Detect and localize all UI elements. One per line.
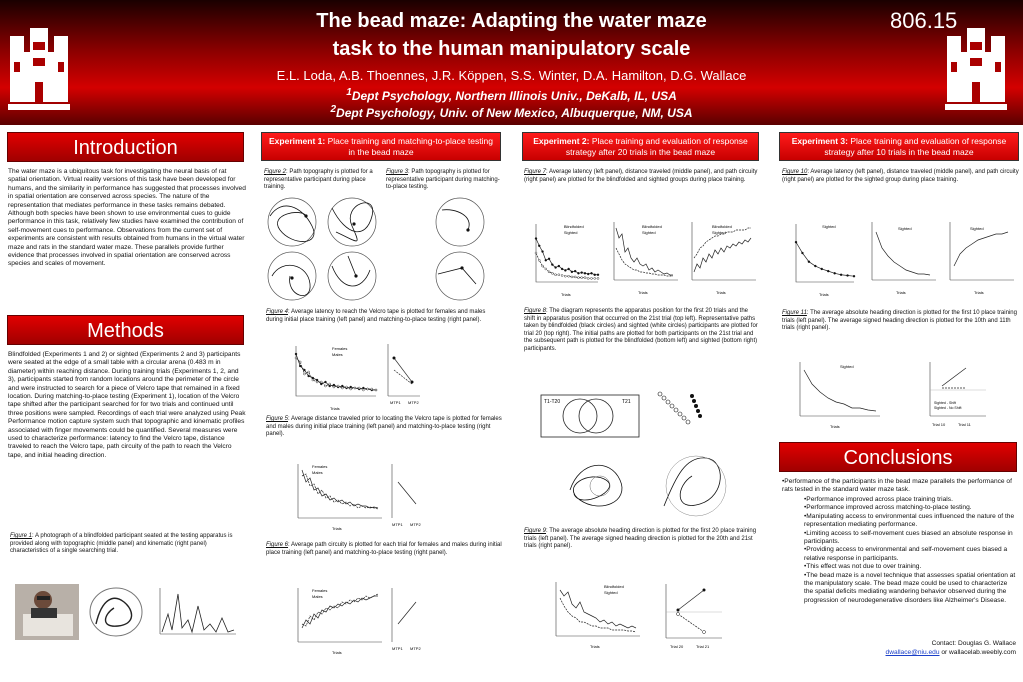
data-point bbox=[555, 267, 557, 269]
figure7-distance-chart bbox=[604, 218, 682, 298]
data-point bbox=[564, 275, 566, 277]
data-point bbox=[362, 389, 364, 391]
figure1-topography-plot bbox=[84, 584, 148, 640]
chart-axes bbox=[796, 224, 854, 282]
experiment2-heading: Experiment 2: Place training and evaluation of response strategy after 20 trials in the bead maze bbox=[522, 132, 759, 161]
svg-text:Trials: Trials bbox=[716, 290, 726, 295]
svg-text:Males: Males bbox=[312, 470, 323, 475]
data-point bbox=[538, 245, 540, 247]
svg-text:Trials: Trials bbox=[830, 424, 840, 429]
figure1-caption: Figure 1: A photograph of a blindfolded participant seated at the testing apparatus is provided along with topographic (middle panel) and kinematic (right panel) characteristics of a single searching trial. bbox=[10, 533, 233, 555]
data-point bbox=[316, 379, 318, 381]
svg-text:MTP1: MTP1 bbox=[392, 646, 403, 651]
data-point bbox=[538, 259, 540, 261]
data-point bbox=[853, 275, 855, 277]
data-point bbox=[341, 387, 343, 389]
figure9-signed-heading-chart bbox=[656, 580, 726, 652]
figure4-caption: Figure 4: Average latency to reach the Velcro tape is plotted for females and males during initial place training (left panel) and matching-to-place testing (right panel). bbox=[266, 309, 486, 323]
legend-label: Males bbox=[332, 352, 343, 357]
data-point bbox=[584, 277, 586, 279]
figure2-3-path-topography bbox=[262, 196, 502, 302]
experiment3-heading: Experiment 3: Place training and evaluation of response strategy after 10 trials in the bead maze bbox=[779, 132, 1019, 161]
data-point bbox=[545, 259, 547, 261]
data-point bbox=[295, 353, 297, 355]
data-point bbox=[571, 276, 573, 278]
figure11-absolute-heading-chart bbox=[780, 358, 890, 430]
data-point bbox=[333, 384, 335, 386]
experiment1-heading: Experiment 1: Place training and matching-to-place testing in the bead maze bbox=[261, 132, 501, 161]
figure8-trial20-paths bbox=[652, 388, 712, 440]
data-point bbox=[558, 265, 560, 267]
data-point bbox=[324, 381, 326, 383]
data-point bbox=[320, 381, 322, 383]
figure6-caption: Figure 6: Average path circuity is plotted for each trial for females and males during initial place training (left panel) and matching-to-place testing (right panel). bbox=[266, 542, 502, 556]
svg-text:MTP2: MTP2 bbox=[410, 646, 421, 651]
contact-line: Contact: Douglas G. Wallace bbox=[931, 640, 1016, 647]
university-crest-logo bbox=[945, 22, 1007, 112]
data-point bbox=[840, 274, 842, 276]
svg-text:Blindfolded: Blindfolded bbox=[712, 224, 732, 229]
data-point bbox=[834, 272, 836, 274]
data-point bbox=[329, 385, 331, 387]
figure10-circuity-chart bbox=[940, 218, 1018, 298]
data-point bbox=[561, 268, 563, 270]
introduction-text: The water maze is a ubiquitous task for investigating the neural basis of rat spatial orientation. Virtual reality versions of this task have been developed for humans, and the similarity in performance has suggested that processes involved in spatial orientation are conserved across species. The nature of the representation that mediates performance in these tasks remains debated. Although both species have been shown to use environmental cues to guide performance in this task, relatively few studies have examined the contribution of self-movement cues to performance. Observations from the current set of experiments are consistent with results obtained from humans in the virtual water maze and rats in the standard water maze. These parallels provide further evidence that processes involved in spatial orientation are conserved across species and scales of movement. bbox=[8, 168, 246, 268]
figure8-caption: Figure 8: The diagram represents the apparatus position for the first 20 trials and the shift in apparatus position that occurred on the 21st trial (top left). Representative paths taken by blindfolded (black circles) and sighted (white circles) participants are plotted for trial 20 (top right). The initial paths are plotted for both participants on the 21st trial and the subsequent path is plotted for the blindfolded (bottom left) and sighted (bottom right) participants. bbox=[524, 308, 758, 352]
data-point bbox=[548, 271, 550, 273]
svg-text:MTP1: MTP1 bbox=[392, 522, 403, 527]
contact-links: dwallace@niu.edu or wallacelab.weebly.com bbox=[885, 649, 1016, 656]
affiliation-1: $^1$Dept Psychology, Northern Illinois Univ., DeKalb, IL, USA bbox=[346, 87, 677, 103]
figure1-participant-photo bbox=[15, 584, 79, 640]
svg-text:Trials: Trials bbox=[590, 644, 600, 649]
data-point bbox=[801, 252, 803, 254]
conclusions-heading: Conclusions bbox=[779, 442, 1017, 472]
data-point bbox=[316, 381, 318, 383]
poster-header bbox=[0, 0, 1023, 125]
svg-text:MTP1: MTP1 bbox=[390, 400, 401, 405]
data-point bbox=[555, 274, 557, 276]
data-point bbox=[795, 241, 797, 243]
legend-label: Females bbox=[332, 346, 348, 351]
svg-text:MTP2: MTP2 bbox=[410, 522, 421, 527]
svg-text:Trial 11: Trial 11 bbox=[958, 422, 971, 427]
figure9-absolute-heading-chart bbox=[544, 578, 644, 650]
conclusion-item: •Providing access to environmental and self-movement cues biased a relative response in participants. bbox=[804, 546, 1008, 562]
svg-text:Trial 20: Trial 20 bbox=[670, 644, 684, 649]
svg-text:Sighted - No Shift: Sighted - No Shift bbox=[934, 406, 962, 410]
conclusion-item: •Performance improved across matching-to-place testing. bbox=[804, 504, 972, 512]
data-point bbox=[367, 388, 369, 390]
figure5-caption: Figure 5: Average distance traveled prior to locating the Velcro tape is plotted for females and males during initial place training (left panel) and matching-to-place testing (right panel). bbox=[266, 416, 502, 438]
svg-text:Sighted - Shift: Sighted - Shift bbox=[934, 401, 956, 405]
introduction-heading: Introduction bbox=[7, 132, 244, 162]
figure9-caption: Figure 9: The average absolute heading direction is plotted for the first 20 place training trials (left panel). The average signed heading direction is plotted for the 20th and 21st trials (right panel). bbox=[524, 528, 757, 550]
data-point bbox=[827, 270, 829, 272]
data-point bbox=[346, 386, 348, 388]
figure10-distance-chart bbox=[862, 218, 940, 298]
series-line-males bbox=[296, 358, 376, 390]
svg-text:Trial 10: Trial 10 bbox=[932, 422, 946, 427]
figure8-blindfolded-path bbox=[560, 450, 632, 520]
data-point bbox=[847, 274, 849, 276]
figure10-caption: Figure 10: Average latency (left panel), distance traveled (middle panel), and path circuity (right panel) are plotted for the sighted group during place training. bbox=[782, 169, 1019, 183]
data-point bbox=[535, 252, 537, 254]
legend-label: Sighted bbox=[563, 230, 578, 235]
data-point bbox=[337, 385, 339, 387]
data-point bbox=[808, 261, 810, 263]
data-point bbox=[594, 277, 596, 279]
data-point bbox=[358, 387, 360, 389]
data-point bbox=[548, 258, 550, 260]
data-point bbox=[568, 275, 570, 277]
data-point bbox=[329, 383, 331, 385]
data-point bbox=[308, 371, 310, 373]
data-point bbox=[324, 385, 326, 387]
svg-text:Sighted: Sighted bbox=[840, 364, 854, 369]
conclusions-list bbox=[804, 496, 1016, 605]
email-link[interactable]: dwallace@niu.edu bbox=[885, 649, 940, 656]
figure8-apparatus-diagram bbox=[540, 394, 640, 438]
svg-text:Sighted: Sighted bbox=[642, 230, 656, 235]
data-point bbox=[375, 389, 377, 391]
figure11-caption: Figure 11: The average absolute heading direction is plotted for the first 10 place training trials (left panel). The average signed heading direction is plotted for the 10th and 11th trials (right panel). bbox=[782, 310, 1017, 332]
data-point bbox=[362, 387, 364, 389]
x-axis-label: Trials bbox=[330, 406, 340, 411]
data-point bbox=[295, 357, 297, 359]
svg-text:Sighted: Sighted bbox=[712, 230, 726, 235]
svg-text:Trial 21: Trial 21 bbox=[696, 644, 710, 649]
data-point bbox=[551, 272, 553, 274]
data-point bbox=[354, 387, 356, 389]
svg-text:Trials: Trials bbox=[638, 290, 648, 295]
data-point bbox=[561, 274, 563, 276]
data-point bbox=[587, 273, 589, 275]
conclusion-item: •Manipulating access to environmental cues influenced the nature of the representation mediating performance. bbox=[804, 512, 1015, 529]
poster-number: 806.15 bbox=[890, 8, 958, 33]
data-point bbox=[584, 272, 586, 274]
data-point bbox=[333, 386, 335, 388]
figure4-mtp-chart bbox=[384, 340, 424, 406]
data-point bbox=[597, 277, 599, 279]
university-crest-logo bbox=[8, 22, 70, 112]
x-axis-label: Trials bbox=[819, 292, 829, 297]
data-point bbox=[577, 277, 579, 279]
svg-text:Males: Males bbox=[312, 594, 323, 599]
svg-text:T1-T20: T1-T20 bbox=[544, 399, 561, 405]
data-point bbox=[542, 265, 544, 267]
figure10-latency-chart bbox=[782, 218, 860, 298]
data-point bbox=[581, 272, 583, 274]
figure2-caption: Figure 2: Path topography is plotted for a representative participant during place training. bbox=[264, 169, 373, 191]
data-point bbox=[545, 268, 547, 270]
figure7-latency-chart bbox=[522, 218, 604, 298]
svg-text:Trials: Trials bbox=[896, 290, 906, 295]
data-point bbox=[303, 373, 305, 375]
data-point bbox=[320, 383, 322, 385]
legend-label: Blindfolded bbox=[563, 224, 584, 229]
svg-text:MTP2: MTP2 bbox=[408, 400, 419, 405]
data-point bbox=[587, 277, 589, 279]
conclusion-item: •This effect was not due to over training. bbox=[804, 563, 922, 571]
data-point bbox=[312, 379, 314, 381]
data-point bbox=[577, 272, 579, 274]
svg-text:Trials: Trials bbox=[974, 290, 984, 295]
figure5-distance-chart bbox=[282, 460, 432, 532]
figure7-caption: Figure 7: Average latency (left panel), distance traveled (middle panel), and path circuity (right panel) are plotted for the blindfolded and sighted groups during place training. bbox=[524, 169, 758, 183]
x-axis-label: Trials bbox=[561, 292, 571, 297]
data-point bbox=[299, 361, 301, 363]
methods-text: Blindfolded (Experiments 1 and 2) or sighted (Experiments 2 and 3) participants were seated at the edge of a small table with a circular arena (0.483 m in diameter) within reaching distance. During training trials (Experiments 1, 2, and 3), participants started from random locations around the perimeter of the circle and were instructed to search for a piece of Velcro tape that remained in a fixed location. During matching-to-place testing (Experiment 1), location of the Velcro tape shifted after the participant searched for for two trials and continued until three positions were sampled. Recordings of each trial were analyzed using Peak Performance motion capture system such that topographic and kinematic profiles associated with finger movements could be quantified. Several measures were used to characterize performance: latency to find the Velcro tape, distance traveled to reach the Velcro tape, path circuity of the path to reach the Velcro tape, and initial heading direction. bbox=[8, 351, 246, 459]
author-list: E.L. Loda, A.B. Thoennes, J.R. Köppen, S.S. Winter, D.A. Hamilton, D.G. Wallace bbox=[276, 68, 747, 83]
poster-title-line2: task to the human manipulatory scale bbox=[332, 38, 691, 60]
data-point bbox=[350, 388, 352, 390]
svg-text:Trials: Trials bbox=[332, 526, 342, 531]
figure3-caption: Figure 3: Path topography is plotted for representative participant during matching-to-place testing. bbox=[386, 169, 500, 191]
conclusion-item: •Limiting access to self-movement cues biased an absolute response in participants. bbox=[804, 529, 1013, 546]
legend-label: Sighted bbox=[822, 224, 836, 229]
data-point bbox=[564, 269, 566, 271]
data-point bbox=[551, 264, 553, 266]
affiliation-2: $^2$Dept Psychology, Univ. of New Mexico, Albuquerque, NM, USA bbox=[330, 104, 693, 120]
figure8-sighted-path bbox=[656, 446, 732, 522]
svg-text:Sighted: Sighted bbox=[898, 226, 912, 231]
data-point bbox=[590, 277, 592, 279]
svg-text:Sighted: Sighted bbox=[604, 590, 618, 595]
data-point bbox=[558, 274, 560, 276]
svg-text:Females: Females bbox=[312, 588, 328, 593]
poster-title-line1: The bead maze: Adapting the water maze bbox=[316, 10, 707, 32]
data-point bbox=[590, 272, 592, 274]
svg-text:Blindfolded: Blindfolded bbox=[642, 224, 662, 229]
data-point bbox=[350, 386, 352, 388]
data-point bbox=[821, 268, 823, 270]
svg-text:Females: Females bbox=[312, 464, 328, 469]
data-point bbox=[568, 268, 570, 270]
svg-text:Sighted: Sighted bbox=[970, 226, 984, 231]
data-point bbox=[594, 274, 596, 276]
figure7-circuity-chart bbox=[682, 218, 760, 298]
svg-text:Blindfolded: Blindfolded bbox=[604, 584, 624, 589]
data-point bbox=[581, 277, 583, 279]
data-point bbox=[341, 385, 343, 387]
data-point bbox=[597, 274, 599, 276]
data-point bbox=[535, 238, 537, 240]
data-point bbox=[371, 388, 373, 390]
data-point bbox=[299, 365, 301, 367]
figure11-signed-heading-chart bbox=[920, 358, 1000, 430]
methods-heading: Methods bbox=[7, 315, 244, 345]
conclusions-lead: •Performance of the participants in the bead maze parallels the performance of rats tested in the standard water maze task. bbox=[782, 478, 1012, 494]
data-point bbox=[574, 270, 576, 272]
figure1-kinematic-plot bbox=[152, 584, 240, 640]
data-point bbox=[571, 271, 573, 273]
series-line-sighted bbox=[796, 242, 854, 276]
data-point bbox=[814, 265, 816, 267]
figure6-circuity-chart bbox=[282, 584, 432, 656]
conclusion-item: •The bead maze is a novel technique that assesses spatial orientation at the manipulatory scale. The bead maze could be used to characterize the spatial deficits mediating wandering behavior observed during the progression of neurodegenerative disorders like Alzheimer's Disease. bbox=[804, 571, 1016, 604]
svg-text:Trials: Trials bbox=[332, 650, 342, 655]
data-point bbox=[574, 276, 576, 278]
svg-text:T21: T21 bbox=[622, 399, 631, 405]
conclusion-item: •Performance improved across place training trials. bbox=[804, 496, 953, 503]
data-point bbox=[542, 251, 544, 253]
data-point bbox=[303, 369, 305, 371]
data-point bbox=[308, 375, 310, 377]
